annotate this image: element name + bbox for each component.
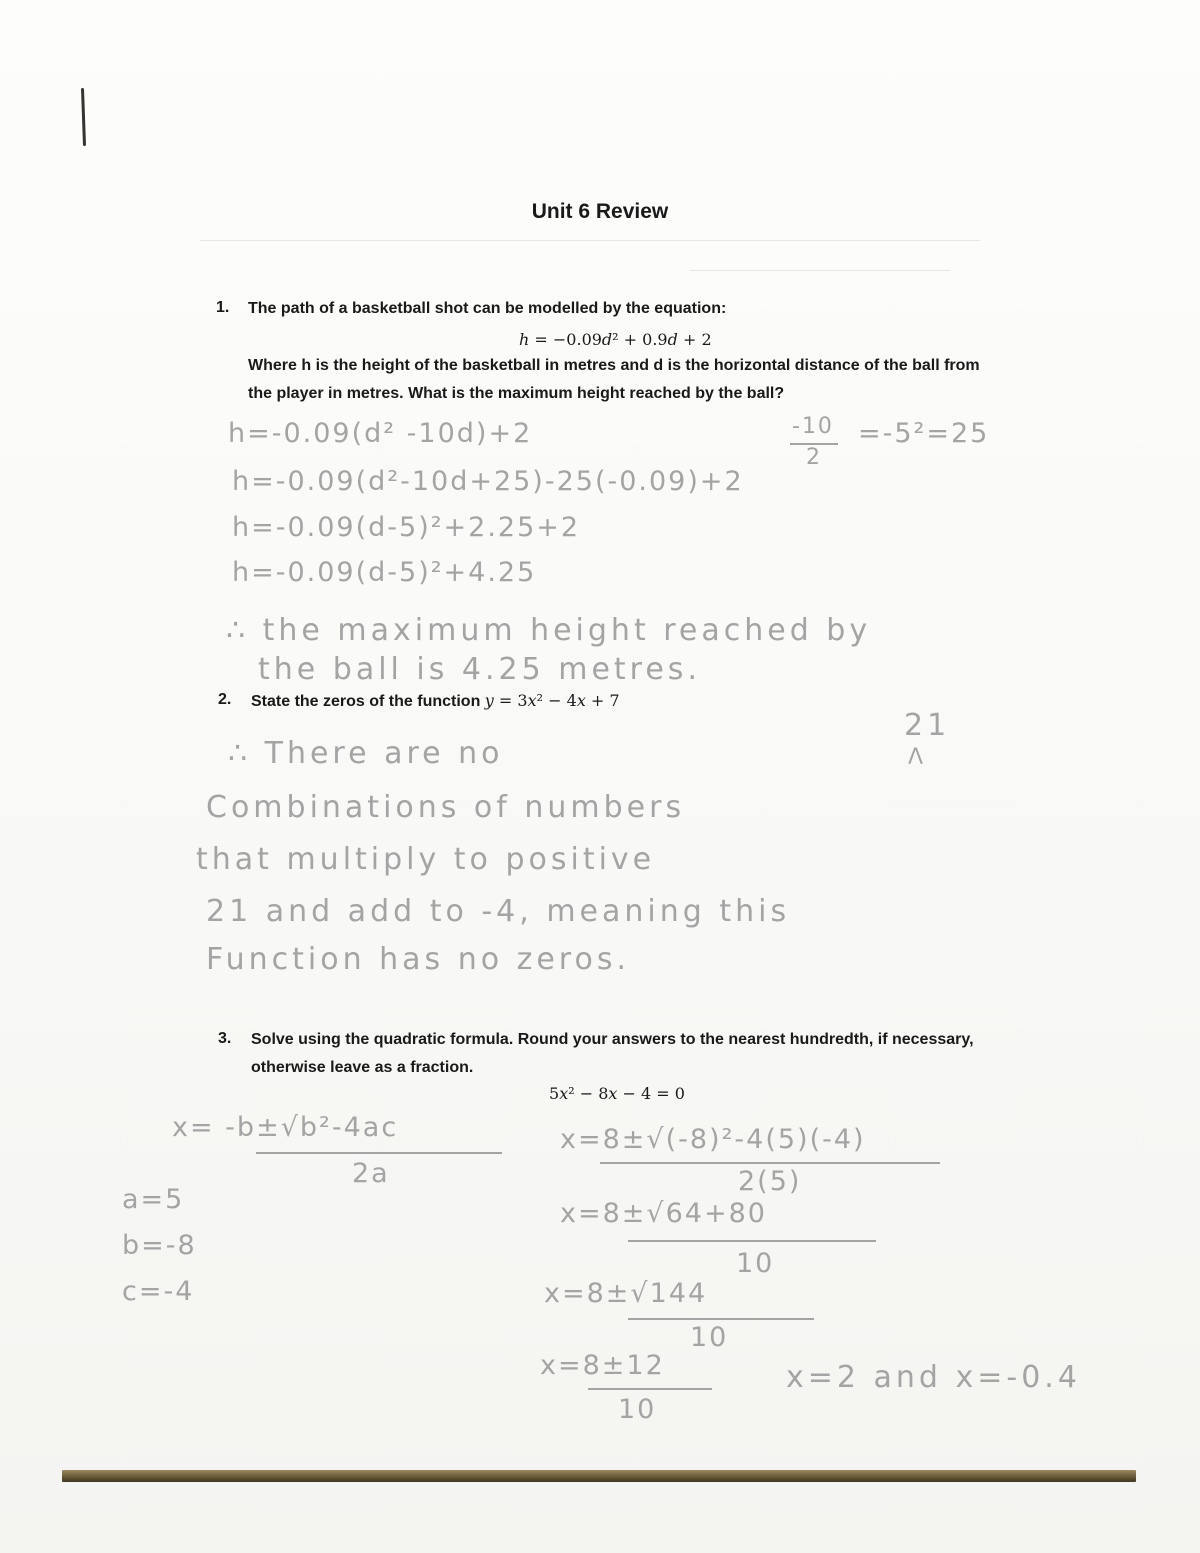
q3-coefficient-a: a=5 [122,1184,185,1215]
q3-final-answer: x=2 and x=-0.4 [786,1360,1081,1395]
q3-step-4-fraction-bar [588,1388,712,1390]
question-3-number: 3. [218,1030,232,1047]
q3-step-2-numerator: x=8±√64+80 [560,1198,767,1229]
question-1-equation: h = −0.09d² + 0.9d + 2 [519,330,712,349]
q3-step-4-numerator: x=8±12 [540,1350,665,1381]
q2-side-note: 21 [904,708,951,743]
q3-coefficient-b: b=-8 [122,1230,197,1261]
q2-work-line-5: Function has no zeros. [206,942,631,977]
q3-step-4-denominator: 10 [618,1394,657,1425]
question-1-text: Where h is the height of the basketball in metres and d is the horizontal distance of the ball from the player in metres. What is the maximum height reached by the ball? [248,357,980,402]
bleed-through-line [690,270,950,271]
page-title: Unit 6 Review [531,200,669,223]
q3-formula-denominator: 2a [352,1158,390,1189]
question-1-number: 1. [216,299,230,316]
q2-work-line-4: 21 and add to -4, meaning this [206,894,791,929]
q3-step-1-numerator: x=8±√(-8)²-4(5)(-4) [560,1124,866,1155]
question-2-text [251,687,620,716]
q1-work-line-2: h=-0.09(d²-10d+25)-25(-0.09)+2 [232,466,744,497]
question-3-equation: 5x² − 8x − 4 = 0 [549,1084,685,1103]
question-2-number: 2. [218,691,232,708]
question-2-prompt: State the zeros of the function [251,693,481,710]
q3-step-1-denominator: 2(5) [738,1166,802,1197]
question-1-intro: The path of a basketball shot can be modelled by the equation: [248,300,727,317]
question-2-equation: y = 3x² − 4x + 7 [484,691,620,710]
page-bottom-edge [62,1470,1136,1482]
q1-conclusion-line-2: the ball is 4.25 metres. [258,652,701,687]
q1-work-line-4: h=-0.09(d-5)²+4.25 [232,557,537,588]
q1-side-denominator: 2 [806,445,822,470]
q2-side-caret: Λ [908,745,926,770]
bleed-through-line [200,240,980,241]
q3-step-1-fraction-bar [600,1162,940,1164]
q2-work-line-1: ∴ There are no [228,736,504,771]
q3-step-2-fraction-bar [628,1240,876,1242]
q2-work-line-3: that multiply to positive [196,842,656,877]
q3-step-3-numerator: x=8±√144 [544,1278,708,1309]
q1-work-line-1: h=-0.09(d² -10d)+2 [228,418,533,449]
q1-side-numerator: -10 [792,414,834,439]
q1-side-result: =-5²=25 [858,418,990,449]
q2-work-line-2: Combinations of numbers [206,790,686,825]
q3-formula-numerator: x= -b±√b²-4ac [172,1112,399,1143]
q3-step-3-denominator: 10 [690,1322,729,1353]
q1-work-line-3: h=-0.09(d-5)²+2.25+2 [232,512,581,543]
question-3-text: Solve using the quadratic formula. Round your answers to the nearest hundredth, if necessary, otherwise leave as a fraction. [251,1031,974,1076]
q3-step-3-fraction-bar [628,1318,814,1320]
q3-coefficient-c: c=-4 [122,1276,195,1307]
pen-mark [81,88,86,146]
q3-step-2-denominator: 10 [736,1248,775,1279]
q3-formula-fraction-bar [256,1152,502,1154]
q1-conclusion-line-1: ∴ the maximum height reached by [226,613,872,648]
